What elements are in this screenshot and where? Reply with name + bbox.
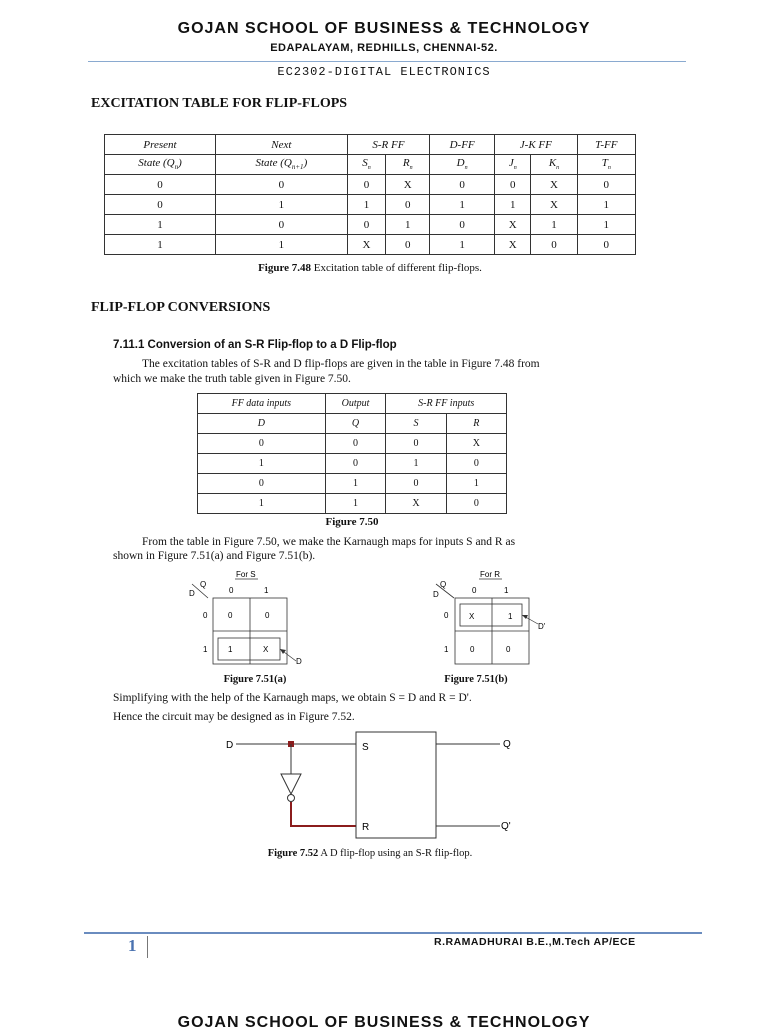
t2-cell: 1 [325,494,386,514]
school-address: EDAPALAYAM, REDHILLS, CHENNAI-52. [270,42,498,54]
t1-cell: 1 [216,235,348,255]
t1-cell: 0 [216,215,348,235]
kmap-b-col1: 1 [504,586,509,595]
section-title-conversions: FLIP-FLOP CONVERSIONS [91,300,271,315]
t1-cell: 0 [216,175,348,195]
t2-cell: 0 [198,434,326,454]
t1-cell: 1 [577,215,635,235]
circuit-d-label: D [226,740,234,751]
figure-7-51b-caption: Figure 7.51(b) [444,674,508,685]
t1-cell: 1 [430,195,495,215]
kmap-a-row0: 0 [203,611,208,620]
kmap-a-row1: 1 [203,645,208,654]
kmap-b-cell-10: 0 [470,645,475,654]
t1-cell: 0 [430,175,495,195]
kmap-a-q: Q [200,580,207,589]
t2-row [198,474,507,494]
t1-row [105,235,636,255]
t1-cell: 1 [531,215,577,235]
subsection-title: 7.11.1 Conversion of an S-R Flip-flop to a D Flip-flop [113,339,397,351]
wire-inverter-r [291,802,356,826]
t2-row [198,454,507,474]
circuit-r-label: R [362,822,370,833]
t1-row [105,175,636,195]
kmap-a-group-label: D [296,657,302,666]
circuit-diagram [220,728,540,846]
t1-row [105,215,636,235]
t1-cell: 1 [347,195,386,215]
col-d: D [198,414,326,434]
kmap-b-title: For R [480,570,500,579]
circuit-qbar-label: Q' [501,821,511,832]
figure-7-51a-caption: Figure 7.51(a) [223,674,287,685]
t1-cell: X [386,175,430,195]
t1-cell: 1 [386,215,430,235]
kmap-for-r [424,566,584,676]
t2-cell: X [446,434,506,454]
circuit-q-label: Q [503,739,511,750]
para4: Hence the circuit may be designed as in Figure 7.52. [113,711,355,723]
kmap-a-cell-00: 0 [228,611,233,620]
kmap-b-cell-01: 1 [508,612,513,621]
col-k: $K_n$ [531,155,577,175]
para1-line2: which we make the truth table given in Figure 7.50. [113,373,351,385]
col-r: R [446,414,506,434]
figure-7-52-caption: Figure 7.52 A D flip-flop using an S-R flip-flop. [267,848,473,859]
kmap-a-col1: 1 [264,586,269,595]
kmap-b-q: Q [440,580,447,589]
kmap-b-row1: 1 [444,645,449,654]
circuit-s-label: S [362,742,369,753]
section-title-excitation: EXCITATION TABLE FOR FLIP-FLOPS [91,96,348,111]
t2-cell: 1 [386,454,446,474]
t1-cell: 0 [577,175,635,195]
t2-cell: 0 [446,454,506,474]
school-title: GOJAN SCHOOL OF BUSINESS & TECHNOLOGY [177,20,591,37]
t1-cell: 0 [430,215,495,235]
t2-cell: 1 [198,494,326,514]
t1-cell: 0 [495,175,531,195]
header-present-state: State $(Q_n)$ [105,155,216,175]
header-jk-ff: J-K FF [495,135,577,155]
col-j: $J_n$ [495,155,531,175]
t1-cell: X [495,235,531,255]
t2-cell: 0 [386,474,446,494]
t2-cell: X [386,494,446,514]
t1-cell: 1 [495,195,531,215]
para2-line2: shown in Figure 7.51(a) and Figure 7.51(b). [113,550,316,562]
conversion-truth-table [197,393,507,514]
t2-cell: 1 [325,474,386,494]
t1-row [105,195,636,215]
t2-cell: 0 [198,474,326,494]
t1-cell: 0 [531,235,577,255]
inverter-gate [281,774,301,794]
next-page-school-title: GOJAN SCHOOL OF BUSINESS & TECHNOLOGY [177,1014,591,1031]
header-next-state: State $(Q_{n+1})$ [216,155,348,175]
t1-cell: 0 [347,175,386,195]
para3: Simplifying with the help of the Karnaugh maps, we obtain S = D and R = D'. [113,692,472,704]
t1-cell: 0 [105,195,216,215]
kmap-b-cell-00: X [469,612,475,621]
kmap-a-cell-10: 1 [228,645,233,654]
t2-row [198,494,507,514]
t1-cell: X [531,175,577,195]
header-present: Present [105,135,216,155]
kmap-a-cell-01: 0 [265,611,270,620]
t1-cell: 1 [216,195,348,215]
t2-cell: 0 [446,494,506,514]
page-number: 1 [128,936,137,955]
t1-cell: X [347,235,386,255]
col-t: $T_n$ [577,155,635,175]
kmap-a-d: D [189,589,195,598]
footer-separator [147,936,148,958]
col-s: $S_n$ [347,155,386,175]
kmap-b-col0: 0 [472,586,477,595]
t1-cell: 0 [577,235,635,255]
col-q: Q [325,414,386,434]
t1-cell: 0 [386,195,430,215]
col-s: S [386,414,446,434]
header-d-ff: D-FF [430,135,495,155]
kmap-a-cell-11: X [263,645,269,654]
t2-cell: 1 [198,454,326,474]
kmap-a-col0: 0 [229,586,234,595]
kmap-b-d: D [433,590,439,599]
t1-cell: 0 [386,235,430,255]
kmap-b-group-label: D' [538,622,546,631]
t2-cell: 1 [446,474,506,494]
para2-line1: From the table in Figure 7.50, we make the Karnaugh maps for inputs S and R as [142,536,516,548]
excitation-table [104,134,636,255]
footer-divider [84,932,702,934]
t1-cell: 1 [577,195,635,215]
t1-cell: 1 [430,235,495,255]
header-ff-data-inputs: FF data inputs [198,394,326,414]
header-output: Output [325,394,386,414]
course-title: EC2302-DIGITAL ELECTRONICS [277,65,491,79]
kmap-a-title: For S [236,570,256,579]
figure-7-50-caption: Figure 7.50 [325,516,379,528]
col-r: $R_n$ [386,155,430,175]
kmap-b-row0: 0 [444,611,449,620]
header-t-ff: T-FF [577,135,635,155]
para1-line1: The excitation tables of S-R and D flip-flops are given in the table in Figure 7.48 from [142,358,540,370]
t1-cell: X [531,195,577,215]
figure-7-48-caption: Figure 7.48 Excitation table of different flip-flops. [258,262,482,274]
header-next: Next [216,135,348,155]
t1-cell: X [495,215,531,235]
t1-cell: 0 [347,215,386,235]
header-divider [88,61,686,62]
kmap-b-cell-11: 0 [506,645,511,654]
col-d: $D_n$ [430,155,495,175]
t2-cell: 0 [386,434,446,454]
header-sr-ff: S-R FF [347,135,429,155]
t2-cell: 0 [325,454,386,474]
t1-cell: 1 [105,235,216,255]
footer-author: R.RAMADHURAI B.E.,M.Tech AP/ECE [434,936,636,948]
t1-cell: 1 [105,215,216,235]
header-sr-inputs: S-R FF inputs [386,394,507,414]
t2-row [198,434,507,454]
t2-cell: 0 [325,434,386,454]
t1-cell: 0 [105,175,216,195]
kmap-for-s [180,566,330,676]
